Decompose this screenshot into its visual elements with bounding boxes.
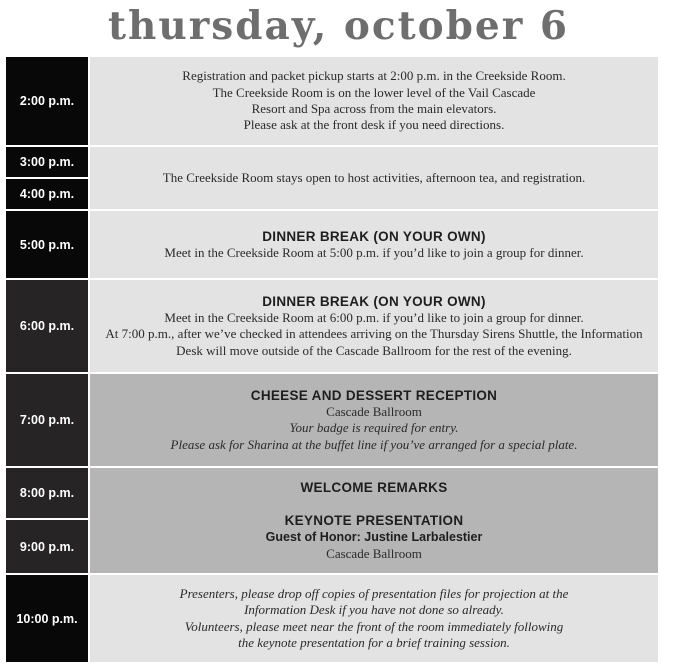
event-heading: WELCOME REMARKS [300, 480, 448, 496]
event-open-room [90, 147, 658, 209]
event-welcome-keynote [90, 468, 658, 573]
event-location: Cascade Ballroom [326, 545, 422, 561]
event-text-line: Meet in the Creekside Room at 6:00 p.m. if you’d like to join a group for dinner. [164, 310, 584, 326]
event-heading: KEYNOTE PRESENTATION [284, 513, 464, 529]
time-label-5pm: 5:00 p.m. [6, 211, 88, 278]
time-label-8pm: 8:00 p.m. [6, 468, 88, 518]
event-note: the keynote presentation for a brief training session. [238, 634, 510, 650]
event-notes-10pm [90, 575, 658, 662]
guest-of-honor: Guest of Honor: Justine Larbalestier [265, 530, 483, 545]
event-registration [90, 57, 658, 145]
event-text-line: The Creekside Room is on the lower level of the Vail Cascade [212, 84, 536, 100]
time-label-10pm: 10:00 p.m. [6, 575, 88, 662]
event-heading: CHEESE AND DESSERT RECEPTION [250, 388, 498, 404]
event-note: Volunteers, please meet near the front of the room immediately following [184, 618, 564, 634]
event-heading: DINNER BREAK (ON YOUR OWN) [262, 228, 486, 244]
time-label-2pm: 2:00 p.m. [6, 57, 88, 145]
event-location: Cascade Ballroom [326, 404, 422, 420]
event-note: Information Desk if you have not done so already. [244, 602, 504, 618]
event-note: Presenters, please drop off copies of presentation files for projection at the [179, 585, 569, 601]
event-dinner-break-6pm [90, 280, 658, 372]
event-note: Please ask for Sharina at the buffet line if you’ve arranged for a special plate. [170, 436, 578, 452]
event-reception [90, 374, 658, 466]
event-note: Your badge is required for entry. [289, 420, 459, 436]
event-text-line: Resort and Spa across from the main elevators. [251, 101, 497, 116]
event-text-line: The Creekside Room stays open to host activities, afternoon tea, and registration. [162, 169, 586, 185]
event-heading: DINNER BREAK (ON YOUR OWN) [262, 294, 486, 310]
time-label-9pm: 9:00 p.m. [6, 520, 88, 573]
time-label-3pm: 3:00 p.m. [6, 147, 88, 177]
time-label-6pm: 6:00 p.m. [6, 280, 88, 372]
event-text-line: Desk will move outside of the Cascade Ballroom for the rest of the evening. [176, 342, 572, 358]
page-title: thursday, october 6 [108, 3, 569, 49]
event-text-line: Meet in the Creekside Room at 5:00 p.m. if you’d like to join a group for dinner. [164, 244, 584, 260]
event-text-line: At 7:00 p.m., after we’ve checked in attendees arriving on the Thursday Sirens Shuttle, the Information [105, 326, 643, 342]
event-dinner-break-5pm [90, 211, 658, 278]
event-text-line: Please ask at the front desk if you need directions. [243, 117, 505, 133]
time-label-4pm: 4:00 p.m. [6, 179, 88, 209]
event-text-line: Registration and packet pickup starts at 2:00 p.m. in the Creekside Room. [182, 68, 566, 84]
time-label-7pm: 7:00 p.m. [6, 374, 88, 466]
